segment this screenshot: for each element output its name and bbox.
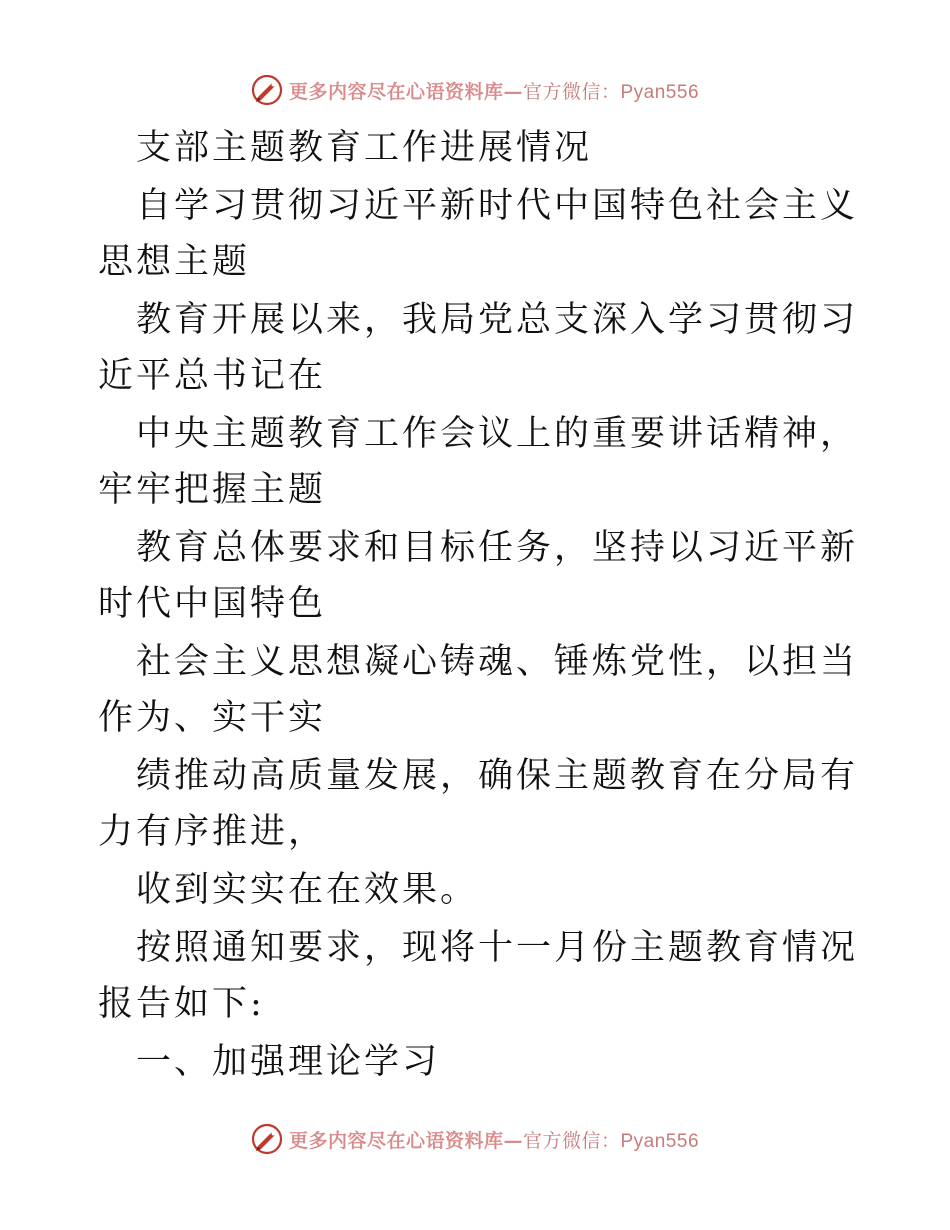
- pen-logo-icon: [251, 74, 283, 106]
- paragraph: 教育总体要求和目标任务，坚持以习近平新时代中国特色: [98, 528, 859, 624]
- pen-logo-icon: [251, 1123, 283, 1155]
- paragraph: 中央主题教育工作会议上的重要讲话精神，牢牢把握主题: [98, 414, 859, 510]
- watermark-text: 更多内容尽在心语资料库—官方微信：Pyan556: [288, 80, 700, 103]
- header-watermark: [0, 70, 950, 110]
- footer-watermark: [0, 1119, 950, 1159]
- paragraph: 社会主义思想凝心铸魂、锤炼党性，以担当作为、实干实: [98, 642, 859, 738]
- document-body: [98, 120, 858, 1092]
- document-title: 支部主题教育工作进展情况: [136, 128, 593, 168]
- paragraph: 收到实实在在效果。: [136, 870, 479, 910]
- watermark-text: 更多内容尽在心语资料库—官方微信：Pyan556: [288, 1129, 700, 1152]
- paragraph: 自学习贯彻习近平新时代中国特色社会主义思想主题: [98, 186, 859, 282]
- paragraph: 按照通知要求，现将十一月份主题教育情况报告如下:: [98, 928, 859, 1024]
- section-heading: 一、加强理论学习: [136, 1042, 441, 1082]
- paragraph: 绩推动高质量发展，确保主题教育在分局有力有序推进，: [98, 756, 859, 852]
- paragraph: 教育开展以来，我局党总支深入学习贯彻习近平总书记在: [98, 300, 859, 396]
